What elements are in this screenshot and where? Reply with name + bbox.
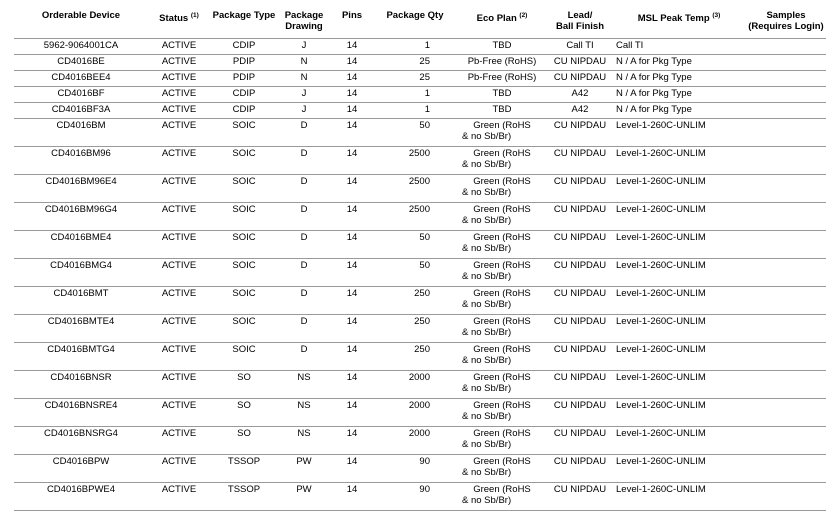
cell-status: ACTIVE <box>148 71 210 87</box>
cell-status: ACTIVE <box>148 371 210 399</box>
cell-lead-finish: CU NIPDAU <box>548 71 612 87</box>
cell-package-qty: 50 <box>374 231 456 259</box>
eco-plan-line: & no Sb/Br) <box>462 131 512 142</box>
table-row <box>14 343 826 371</box>
cell-package-qty: 2500 <box>374 175 456 203</box>
cell-lead-finish: A42 <box>548 103 612 119</box>
cell-eco-plan <box>456 39 548 55</box>
eco-plan-line: & no Sb/Br) <box>462 355 512 366</box>
cell-eco-plan <box>456 55 548 71</box>
cell-eco-plan <box>456 483 548 511</box>
header-msl-peak-temp: MSL Peak Temp $^{(3)}$ <box>637 12 721 25</box>
cell-package-qty: 25 <box>374 55 456 71</box>
cell-msl-peak-temp: N / A for Pkg Type <box>612 55 746 71</box>
table-row <box>14 427 826 455</box>
cell-msl-peak-temp: Level-1-260C-UNLIM <box>612 287 746 315</box>
cell-orderable-device: CD4016BPW <box>14 455 148 483</box>
cell-orderable-device: CD4016BF3A <box>14 103 148 119</box>
cell-package-drawing: D <box>278 147 330 175</box>
cell-status: ACTIVE <box>148 147 210 175</box>
cell-package-drawing: D <box>278 119 330 147</box>
cell-package-drawing: D <box>278 231 330 259</box>
cell-package-drawing: D <box>278 259 330 287</box>
header-status: Status $^{(1)}$ <box>159 12 199 25</box>
cell-orderable-device: CD4016BNSR <box>14 371 148 399</box>
cell-package-type: SO <box>210 399 278 427</box>
cell-pins: 14 <box>330 399 374 427</box>
cell-status: ACTIVE <box>148 427 210 455</box>
cell-status: ACTIVE <box>148 287 210 315</box>
eco-plan-line: Green (RoHS <box>473 484 531 495</box>
cell-lead-finish: CU NIPDAU <box>548 371 612 399</box>
header-pins: Pins <box>341 10 363 21</box>
cell-pins: 14 <box>330 203 374 231</box>
table-row <box>14 231 826 259</box>
cell-orderable-device: CD4016BM96G4 <box>14 203 148 231</box>
cell-eco-plan <box>456 455 548 483</box>
cell-orderable-device: CD4016BEE4 <box>14 71 148 87</box>
cell-samples <box>746 371 826 399</box>
cell-status: ACTIVE <box>148 39 210 55</box>
cell-pins: 14 <box>330 87 374 103</box>
eco-plan-line: & no Sb/Br) <box>462 439 512 450</box>
cell-package-drawing: N <box>278 55 330 71</box>
cell-eco-plan <box>456 287 548 315</box>
eco-plan-line: Green (RoHS <box>473 400 531 411</box>
cell-samples <box>746 259 826 287</box>
eco-plan-line: & no Sb/Br) <box>462 243 512 254</box>
eco-plan-line: Green (RoHS <box>473 260 531 271</box>
cell-eco-plan <box>456 119 548 147</box>
cell-package-qty: 250 <box>374 287 456 315</box>
table-row <box>14 203 826 231</box>
cell-package-type: SOIC <box>210 119 278 147</box>
cell-package-type: CDIP <box>210 103 278 119</box>
cell-package-drawing: D <box>278 203 330 231</box>
cell-lead-finish: CU NIPDAU <box>548 287 612 315</box>
orderable-device-table <box>14 10 826 511</box>
cell-orderable-device: CD4016BNSRE4 <box>14 399 148 427</box>
table-row <box>14 71 826 87</box>
cell-package-drawing: J <box>278 39 330 55</box>
cell-lead-finish: CU NIPDAU <box>548 259 612 287</box>
cell-lead-finish: CU NIPDAU <box>548 427 612 455</box>
cell-msl-peak-temp: N / A for Pkg Type <box>612 103 746 119</box>
cell-pins: 14 <box>330 287 374 315</box>
cell-pins: 14 <box>330 343 374 371</box>
cell-package-qty: 250 <box>374 343 456 371</box>
cell-package-type: SOIC <box>210 315 278 343</box>
table-row <box>14 147 826 175</box>
cell-samples <box>746 399 826 427</box>
cell-status: ACTIVE <box>148 399 210 427</box>
cell-eco-plan <box>456 147 548 175</box>
eco-plan-line: Green (RoHS <box>473 148 531 159</box>
table-row <box>14 87 826 103</box>
cell-lead-finish: A42 <box>548 87 612 103</box>
cell-status: ACTIVE <box>148 259 210 287</box>
cell-package-qty: 50 <box>374 259 456 287</box>
cell-package-drawing: NS <box>278 399 330 427</box>
cell-status: ACTIVE <box>148 483 210 511</box>
cell-orderable-device: CD4016BF <box>14 87 148 103</box>
cell-package-qty: 1 <box>374 103 456 119</box>
cell-samples <box>746 315 826 343</box>
cell-samples <box>746 287 826 315</box>
cell-status: ACTIVE <box>148 103 210 119</box>
cell-package-drawing: D <box>278 175 330 203</box>
eco-plan-line: & no Sb/Br) <box>462 383 512 394</box>
header-orderable-device: Orderable Device <box>41 10 121 21</box>
cell-package-drawing: NS <box>278 427 330 455</box>
cell-msl-peak-temp: N / A for Pkg Type <box>612 87 746 103</box>
cell-samples <box>746 119 826 147</box>
cell-lead-finish: CU NIPDAU <box>548 231 612 259</box>
cell-eco-plan <box>456 231 548 259</box>
cell-lead-finish: CU NIPDAU <box>548 483 612 511</box>
eco-plan-line: Green (RoHS <box>473 372 531 383</box>
cell-samples <box>746 343 826 371</box>
cell-package-type: SOIC <box>210 287 278 315</box>
cell-eco-plan <box>456 315 548 343</box>
table-row <box>14 55 826 71</box>
cell-package-type: TSSOP <box>210 455 278 483</box>
eco-plan-line: TBD <box>492 104 512 115</box>
cell-samples <box>746 483 826 511</box>
cell-package-qty: 2500 <box>374 147 456 175</box>
cell-msl-peak-temp: Level-1-260C-UNLIM <box>612 203 746 231</box>
cell-samples <box>746 203 826 231</box>
eco-plan-line: Pb-Free (RoHS) <box>467 72 537 83</box>
eco-plan-line: Green (RoHS <box>473 456 531 467</box>
cell-msl-peak-temp: Call TI <box>612 39 746 55</box>
orderable-device-table-container <box>14 10 826 511</box>
eco-plan-line: TBD <box>492 88 512 99</box>
cell-pins: 14 <box>330 103 374 119</box>
cell-pins: 14 <box>330 483 374 511</box>
cell-orderable-device: CD4016BM96 <box>14 147 148 175</box>
table-row <box>14 483 826 511</box>
cell-msl-peak-temp: Level-1-260C-UNLIM <box>612 119 746 147</box>
cell-package-drawing: PW <box>278 483 330 511</box>
table-row <box>14 287 826 315</box>
table-row <box>14 39 826 55</box>
eco-plan-line: Green (RoHS <box>473 288 531 299</box>
cell-orderable-device: CD4016BMTE4 <box>14 315 148 343</box>
cell-pins: 14 <box>330 259 374 287</box>
cell-package-drawing: D <box>278 343 330 371</box>
cell-package-type: SOIC <box>210 231 278 259</box>
eco-plan-line: Green (RoHS <box>473 316 531 327</box>
cell-eco-plan <box>456 175 548 203</box>
cell-eco-plan <box>456 259 548 287</box>
eco-plan-line: Green (RoHS <box>473 204 531 215</box>
header-package-type: Package Type <box>212 10 276 21</box>
eco-plan-line: & no Sb/Br) <box>462 159 512 170</box>
cell-package-qty: 2000 <box>374 371 456 399</box>
cell-samples <box>746 147 826 175</box>
cell-pins: 14 <box>330 455 374 483</box>
cell-eco-plan <box>456 203 548 231</box>
header-eco-plan: Eco Plan $^{(2)}$ <box>476 12 528 25</box>
cell-pins: 14 <box>330 119 374 147</box>
cell-package-qty: 90 <box>374 455 456 483</box>
cell-samples <box>746 87 826 103</box>
cell-samples <box>746 231 826 259</box>
cell-status: ACTIVE <box>148 175 210 203</box>
cell-package-type: SOIC <box>210 259 278 287</box>
table-row <box>14 175 826 203</box>
cell-msl-peak-temp: Level-1-260C-UNLIM <box>612 427 746 455</box>
cell-lead-finish: CU NIPDAU <box>548 343 612 371</box>
cell-orderable-device: CD4016BMG4 <box>14 259 148 287</box>
cell-package-qty: 25 <box>374 71 456 87</box>
cell-orderable-device: 5962-9064001CA <box>14 39 148 55</box>
eco-plan-line: Pb-Free (RoHS) <box>467 56 537 67</box>
cell-eco-plan <box>456 343 548 371</box>
header-package-qty: Package Qty <box>386 10 444 21</box>
cell-package-type: SO <box>210 371 278 399</box>
cell-msl-peak-temp: N / A for Pkg Type <box>612 71 746 87</box>
cell-msl-peak-temp: Level-1-260C-UNLIM <box>612 259 746 287</box>
cell-package-type: TSSOP <box>210 483 278 511</box>
cell-msl-peak-temp: Level-1-260C-UNLIM <box>612 175 746 203</box>
eco-plan-line: & no Sb/Br) <box>462 327 512 338</box>
cell-lead-finish: Call TI <box>548 39 612 55</box>
cell-pins: 14 <box>330 315 374 343</box>
eco-plan-line: & no Sb/Br) <box>462 215 512 226</box>
cell-package-type: SO <box>210 427 278 455</box>
cell-status: ACTIVE <box>148 315 210 343</box>
table-row <box>14 455 826 483</box>
cell-lead-finish: CU NIPDAU <box>548 119 612 147</box>
cell-pins: 14 <box>330 39 374 55</box>
cell-orderable-device: CD4016BMT <box>14 287 148 315</box>
cell-samples <box>746 39 826 55</box>
cell-lead-finish: CU NIPDAU <box>548 175 612 203</box>
cell-msl-peak-temp: Level-1-260C-UNLIM <box>612 315 746 343</box>
cell-samples <box>746 55 826 71</box>
cell-pins: 14 <box>330 427 374 455</box>
cell-eco-plan <box>456 87 548 103</box>
eco-plan-line: & no Sb/Br) <box>462 299 512 310</box>
table-row <box>14 315 826 343</box>
cell-package-qty: 2000 <box>374 399 456 427</box>
cell-status: ACTIVE <box>148 231 210 259</box>
cell-lead-finish: CU NIPDAU <box>548 147 612 175</box>
cell-lead-finish: CU NIPDAU <box>548 203 612 231</box>
cell-orderable-device: CD4016BM <box>14 119 148 147</box>
cell-lead-finish: CU NIPDAU <box>548 315 612 343</box>
cell-msl-peak-temp: Level-1-260C-UNLIM <box>612 399 746 427</box>
cell-eco-plan <box>456 71 548 87</box>
cell-package-qty: 2500 <box>374 203 456 231</box>
cell-package-type: SOIC <box>210 147 278 175</box>
cell-status: ACTIVE <box>148 203 210 231</box>
cell-package-type: PDIP <box>210 71 278 87</box>
eco-plan-line: Green (RoHS <box>473 344 531 355</box>
cell-msl-peak-temp: Level-1-260C-UNLIM <box>612 231 746 259</box>
cell-eco-plan <box>456 103 548 119</box>
cell-eco-plan <box>456 399 548 427</box>
cell-msl-peak-temp: Level-1-260C-UNLIM <box>612 147 746 175</box>
eco-plan-line: Green (RoHS <box>473 176 531 187</box>
table-row <box>14 103 826 119</box>
eco-plan-line: Green (RoHS <box>473 428 531 439</box>
cell-orderable-device: CD4016BPWE4 <box>14 483 148 511</box>
cell-msl-peak-temp: Level-1-260C-UNLIM <box>612 455 746 483</box>
eco-plan-line: Green (RoHS <box>473 120 531 131</box>
cell-package-qty: 1 <box>374 87 456 103</box>
eco-plan-line: & no Sb/Br) <box>462 187 512 198</box>
cell-samples <box>746 71 826 87</box>
cell-status: ACTIVE <box>148 55 210 71</box>
cell-package-qty: 90 <box>374 483 456 511</box>
cell-package-drawing: PW <box>278 455 330 483</box>
cell-package-drawing: D <box>278 287 330 315</box>
cell-pins: 14 <box>330 71 374 87</box>
table-row <box>14 119 826 147</box>
cell-package-type: SOIC <box>210 203 278 231</box>
cell-package-type: PDIP <box>210 55 278 71</box>
cell-pins: 14 <box>330 231 374 259</box>
cell-samples <box>746 103 826 119</box>
cell-status: ACTIVE <box>148 455 210 483</box>
header-samples: Samples (Requires Login) <box>748 10 824 32</box>
cell-package-qty: 50 <box>374 119 456 147</box>
cell-orderable-device: CD4016BMTG4 <box>14 343 148 371</box>
cell-lead-finish: CU NIPDAU <box>548 455 612 483</box>
cell-lead-finish: CU NIPDAU <box>548 399 612 427</box>
cell-status: ACTIVE <box>148 119 210 147</box>
cell-msl-peak-temp: Level-1-260C-UNLIM <box>612 343 746 371</box>
cell-msl-peak-temp: Level-1-260C-UNLIM <box>612 371 746 399</box>
table-body <box>14 39 826 511</box>
cell-eco-plan <box>456 371 548 399</box>
cell-package-qty: 1 <box>374 39 456 55</box>
cell-msl-peak-temp: Level-1-260C-UNLIM <box>612 483 746 511</box>
eco-plan-line: TBD <box>492 40 512 51</box>
cell-package-type: CDIP <box>210 87 278 103</box>
table-header <box>14 10 826 39</box>
cell-package-drawing: N <box>278 71 330 87</box>
cell-package-drawing: D <box>278 315 330 343</box>
cell-orderable-device: CD4016BME4 <box>14 231 148 259</box>
cell-status: ACTIVE <box>148 87 210 103</box>
cell-orderable-device: CD4016BM96E4 <box>14 175 148 203</box>
cell-pins: 14 <box>330 147 374 175</box>
cell-package-type: SOIC <box>210 343 278 371</box>
cell-eco-plan <box>456 427 548 455</box>
table-row <box>14 399 826 427</box>
table-row <box>14 259 826 287</box>
eco-plan-line: & no Sb/Br) <box>462 411 512 422</box>
cell-package-drawing: NS <box>278 371 330 399</box>
table-row <box>14 371 826 399</box>
cell-samples <box>746 427 826 455</box>
cell-samples <box>746 455 826 483</box>
cell-package-drawing: J <box>278 103 330 119</box>
cell-lead-finish: CU NIPDAU <box>548 55 612 71</box>
cell-package-type: SOIC <box>210 175 278 203</box>
cell-package-qty: 2000 <box>374 427 456 455</box>
cell-package-drawing: J <box>278 87 330 103</box>
header-package-drawing: Package Drawing <box>284 10 324 32</box>
cell-samples <box>746 175 826 203</box>
eco-plan-line: & no Sb/Br) <box>462 495 512 506</box>
eco-plan-line: & no Sb/Br) <box>462 271 512 282</box>
cell-orderable-device: CD4016BE <box>14 55 148 71</box>
cell-package-qty: 250 <box>374 315 456 343</box>
eco-plan-line: Green (RoHS <box>473 232 531 243</box>
cell-package-type: CDIP <box>210 39 278 55</box>
header-lead-finish: Lead/ Ball Finish <box>555 10 605 32</box>
cell-pins: 14 <box>330 55 374 71</box>
eco-plan-line: & no Sb/Br) <box>462 467 512 478</box>
cell-pins: 14 <box>330 175 374 203</box>
cell-status: ACTIVE <box>148 343 210 371</box>
cell-orderable-device: CD4016BNSRG4 <box>14 427 148 455</box>
cell-pins: 14 <box>330 371 374 399</box>
